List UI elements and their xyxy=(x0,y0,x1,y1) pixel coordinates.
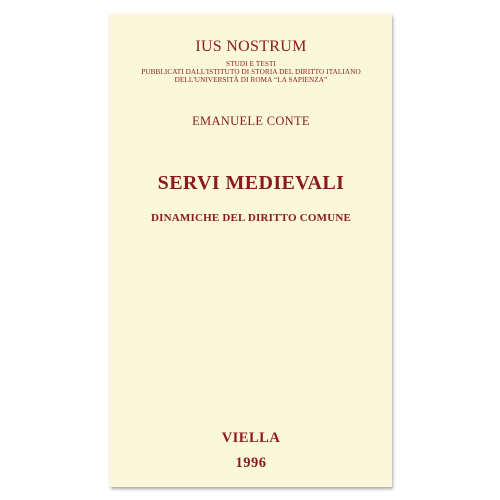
book-title: SERVI MEDIEVALI xyxy=(157,172,345,194)
book-subtitle: DINAMICHE DEL DIRITTO COMUNE xyxy=(150,212,352,224)
series-subtitle-line-1: STUDI E TESTI xyxy=(226,60,276,68)
series-name: IUS NOSTRUM xyxy=(195,38,307,55)
publisher-name: VIELLA xyxy=(221,430,281,446)
author-name: EMANUELE CONTE xyxy=(192,114,310,128)
book-cover xyxy=(110,14,392,487)
series-subtitle-line-2: PUBBLICATI DALL'ISTITUTO DI STORIA DEL DIRITTO ITALIANO xyxy=(141,68,361,76)
series-subtitle-line-3: DELL'UNIVERSITÀ DI ROMA “LA SAPIENZA” xyxy=(174,76,328,84)
publication-year: 1996 xyxy=(235,455,267,471)
